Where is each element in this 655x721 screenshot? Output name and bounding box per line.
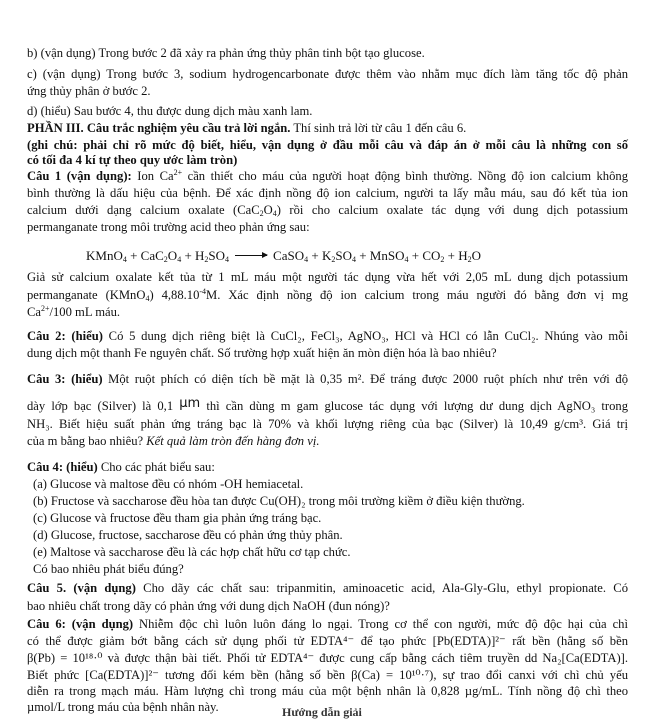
q1-sup: 2+ (41, 304, 50, 313)
q1-text: Ca (27, 305, 41, 319)
q1-text: M. Xác định nồng độ ion calcium trong máu người đó bằng đơn vị mg (206, 288, 629, 302)
q4-question: Có bao nhiêu phát biểu đúng? (33, 562, 184, 576)
q5-text: Cho dãy các chất sau: tripanmitin, aminoacetic acid, Ala-Gly-Glu, ethyl propionate. Có (135, 581, 628, 595)
statement-c-line1: c) (vận dụng) Trong bước 3, sodium hydrogencarbonate được thêm vào nhằm mục đích làm tăng tốc độ phản (27, 67, 628, 81)
q3-text: của m bằng bao nhiêu? (27, 434, 147, 448)
q4-line1 (27, 459, 215, 476)
part3-heading-rest: Thí sinh trả lời từ câu 1 đến câu 6. (290, 121, 467, 135)
statement-d: d) (hiểu) Sau bước 4, thu được dung dịch màu xanh lam. (27, 104, 313, 118)
q3-rounding-note: Kết quả làm tròn đến hàng đơn vị. (146, 434, 320, 448)
q6-line1 (27, 616, 628, 633)
solution-heading-partial: Hướng dẫn giải (282, 705, 362, 719)
equation-reactants: KMnO$_4$ + $CaC_2O_4 + H_2SO_4$ (86, 248, 230, 264)
q3-text: dày lớp bạc (Silver) là 0,1 (27, 399, 180, 413)
q3-text: thì cần dùng m gam glucose tác dụng với lượng dư dung dịch AgNO₃ trong (200, 399, 629, 413)
q1-text: ) rồi cho calcium oxalate tác dụng với dung dịch potassium (276, 203, 629, 217)
micrometer-unit: μm (179, 396, 201, 411)
q1-text: cần thiết cho máu của người hoạt động bình thường. Nồng độ ion calcium không (182, 169, 628, 183)
q6-line2: có thể được giảm bớt bằng cách sử dụng phối tử EDTA⁴⁻ để tạo phức [Pb(EDTA)]²⁻ rất bền (hằng số bền (27, 634, 628, 648)
q1-text: /100 mL máu. (49, 305, 121, 319)
q1-sub: 4 (145, 294, 150, 303)
q2-label: Câu 2: (hiểu) (27, 329, 103, 343)
q1-text: Ion Ca (131, 169, 174, 183)
q4-intro: Cho các phát biểu sau: (97, 460, 215, 474)
q1-line3 (27, 202, 628, 219)
q1-text: ) 4,88.10 (149, 288, 200, 302)
q3-text: Một ruột phích có diện tích bề mặt là 0,35 m². Để tráng được 2000 ruột phích như trên với độ (102, 372, 628, 386)
q3-label: Câu 3: (hiểu) (27, 372, 103, 386)
q6-label: Câu 6: (vận dụng) (27, 617, 134, 631)
list-item: (e) Maltose và saccharose đều là các hợp chất hữu cơ tạp chức. (33, 545, 351, 559)
list-item: (b) Fructose và saccharose đều hòa tan được Cu(OH)₂ trong môi trường kiềm ở điều kiện thường. (33, 494, 525, 508)
q1-text: permanganate (KMnO (27, 288, 146, 302)
q2-line1 (27, 328, 628, 345)
q3-line1 (27, 371, 628, 388)
q6-line6: µmol/L trong máu của bệnh nhân này. (27, 700, 219, 714)
equation-products: CaSO$_4$ + $K_2SO_4$ + MnSO$_4$ + $CO_2 + H_2O$ (273, 248, 481, 264)
q3-line2 (27, 398, 628, 415)
q6-line3: β(Pb) = 10¹⁸·⁰ và được thận bài tiết. Phối tử EDTA⁴⁻ được cung cấp bằng cách tiêm truyền dd Na₂[Ca(EDTA)]. (27, 651, 628, 665)
q3-line4 (27, 433, 319, 450)
list-item: (a) Glucose và maltose đều có nhóm -OH hemiacetal. (33, 477, 304, 491)
q1-sup: -4 (199, 287, 207, 296)
q1-line5: Giả sử calcium oxalate kết tủa từ 1 mL máu một người tác dụng vừa hết với 2,05 mL dung dịch potassium (27, 270, 628, 284)
reaction-arrow-icon (235, 255, 267, 256)
q1-label: Câu 1 (vận dụng): (27, 169, 132, 183)
q2-line2: dung dịch một thanh Fe nguyên chất. Số trường hợp xuất hiện ăn mòn điện hóa là bao nhiêu? (27, 346, 497, 360)
q5-label: Câu 5. (vận dụng) (27, 581, 136, 595)
q4-label: Câu 4: (hiểu) (27, 460, 98, 474)
q1-line2: bình thường là dấu hiệu của bệnh. Để xác định nồng độ ion calcium, người ta lấy mẫu máu, sau đó kết tủa ion (27, 186, 628, 200)
part3-note-line1: (ghi chú: phải chỉ rõ mức độ biết, hiểu, vận dụng ở đầu mỗi câu và đáp án ở mỗi câu là những con số (27, 138, 628, 152)
q1-line4: permanganate trong môi trường acid theo phản ứng sau: (27, 220, 310, 234)
list-item: (c) Glucose và fructose đều tham gia phản ứng tráng bạc. (33, 511, 322, 525)
reaction-equation (86, 247, 481, 264)
q5-line1 (27, 580, 628, 597)
part3-heading: PHẦN III. Câu trắc nghiệm yêu cầu trả lời ngắn. (27, 121, 291, 135)
q1-text: O (263, 203, 273, 217)
q1-text: calcium dưới dạng calcium oxalate (CaC (27, 203, 260, 217)
statement-c-line2: ứng thủy phân ở bước 2. (27, 84, 151, 98)
part3-heading-line (27, 120, 466, 137)
q1-line6 (27, 287, 628, 304)
q1-line7 (27, 304, 120, 321)
statement-b: b) (vận dụng) Trong bước 2 đã xảy ra phản ứng thủy phân tinh bột tạo glucose. (27, 46, 425, 60)
q1-line1 (27, 168, 628, 185)
q1-sup: 2+ (173, 168, 183, 177)
part3-note-line2: có tối đa 4 kí tự theo quy ước làm tròn) (27, 153, 238, 167)
list-item: (d) Glucose, fructose, saccharose đều có phản ứng thủy phân. (33, 528, 343, 542)
q3-line3: NH₃. Biết hiệu suất phản ứng tráng bạc là 70% và khối lượng riêng của bạc (Silver) là 10,49 g/cm³. Giá trị (27, 417, 628, 431)
q5-line2: bao nhiêu chất trong dãy có phản ứng với dung dịch NaOH (đun nóng)? (27, 599, 390, 613)
q2-text: Có 5 dung dịch riêng biệt là CuCl₂, FeCl₃, AgNO₃, HCl và HCl có lẫn CuCl₂. Nhúng vào mỗi (102, 329, 629, 343)
q1-sub: 2 (259, 209, 264, 218)
q6-text: Nhiễm độc chì luôn luôn đáng lo ngại. Trong cơ thể con người, mức độ độc hại của chì (133, 617, 628, 631)
q6-line5: diễn ra trong mạch máu. Hàm lượng chì trong máu của một bệnh nhân là 0,828 µg/mL. Tính nồng độ chì theo (27, 684, 628, 698)
q1-sub: 4 (272, 209, 277, 218)
q6-line4: Biết phức [Ca(EDTA)]²⁻ tương đối kém bền (hằng số bền β(Ca) = 10¹⁰·⁷), sự trao đổi canxi với chì chủ yếu (27, 668, 628, 682)
